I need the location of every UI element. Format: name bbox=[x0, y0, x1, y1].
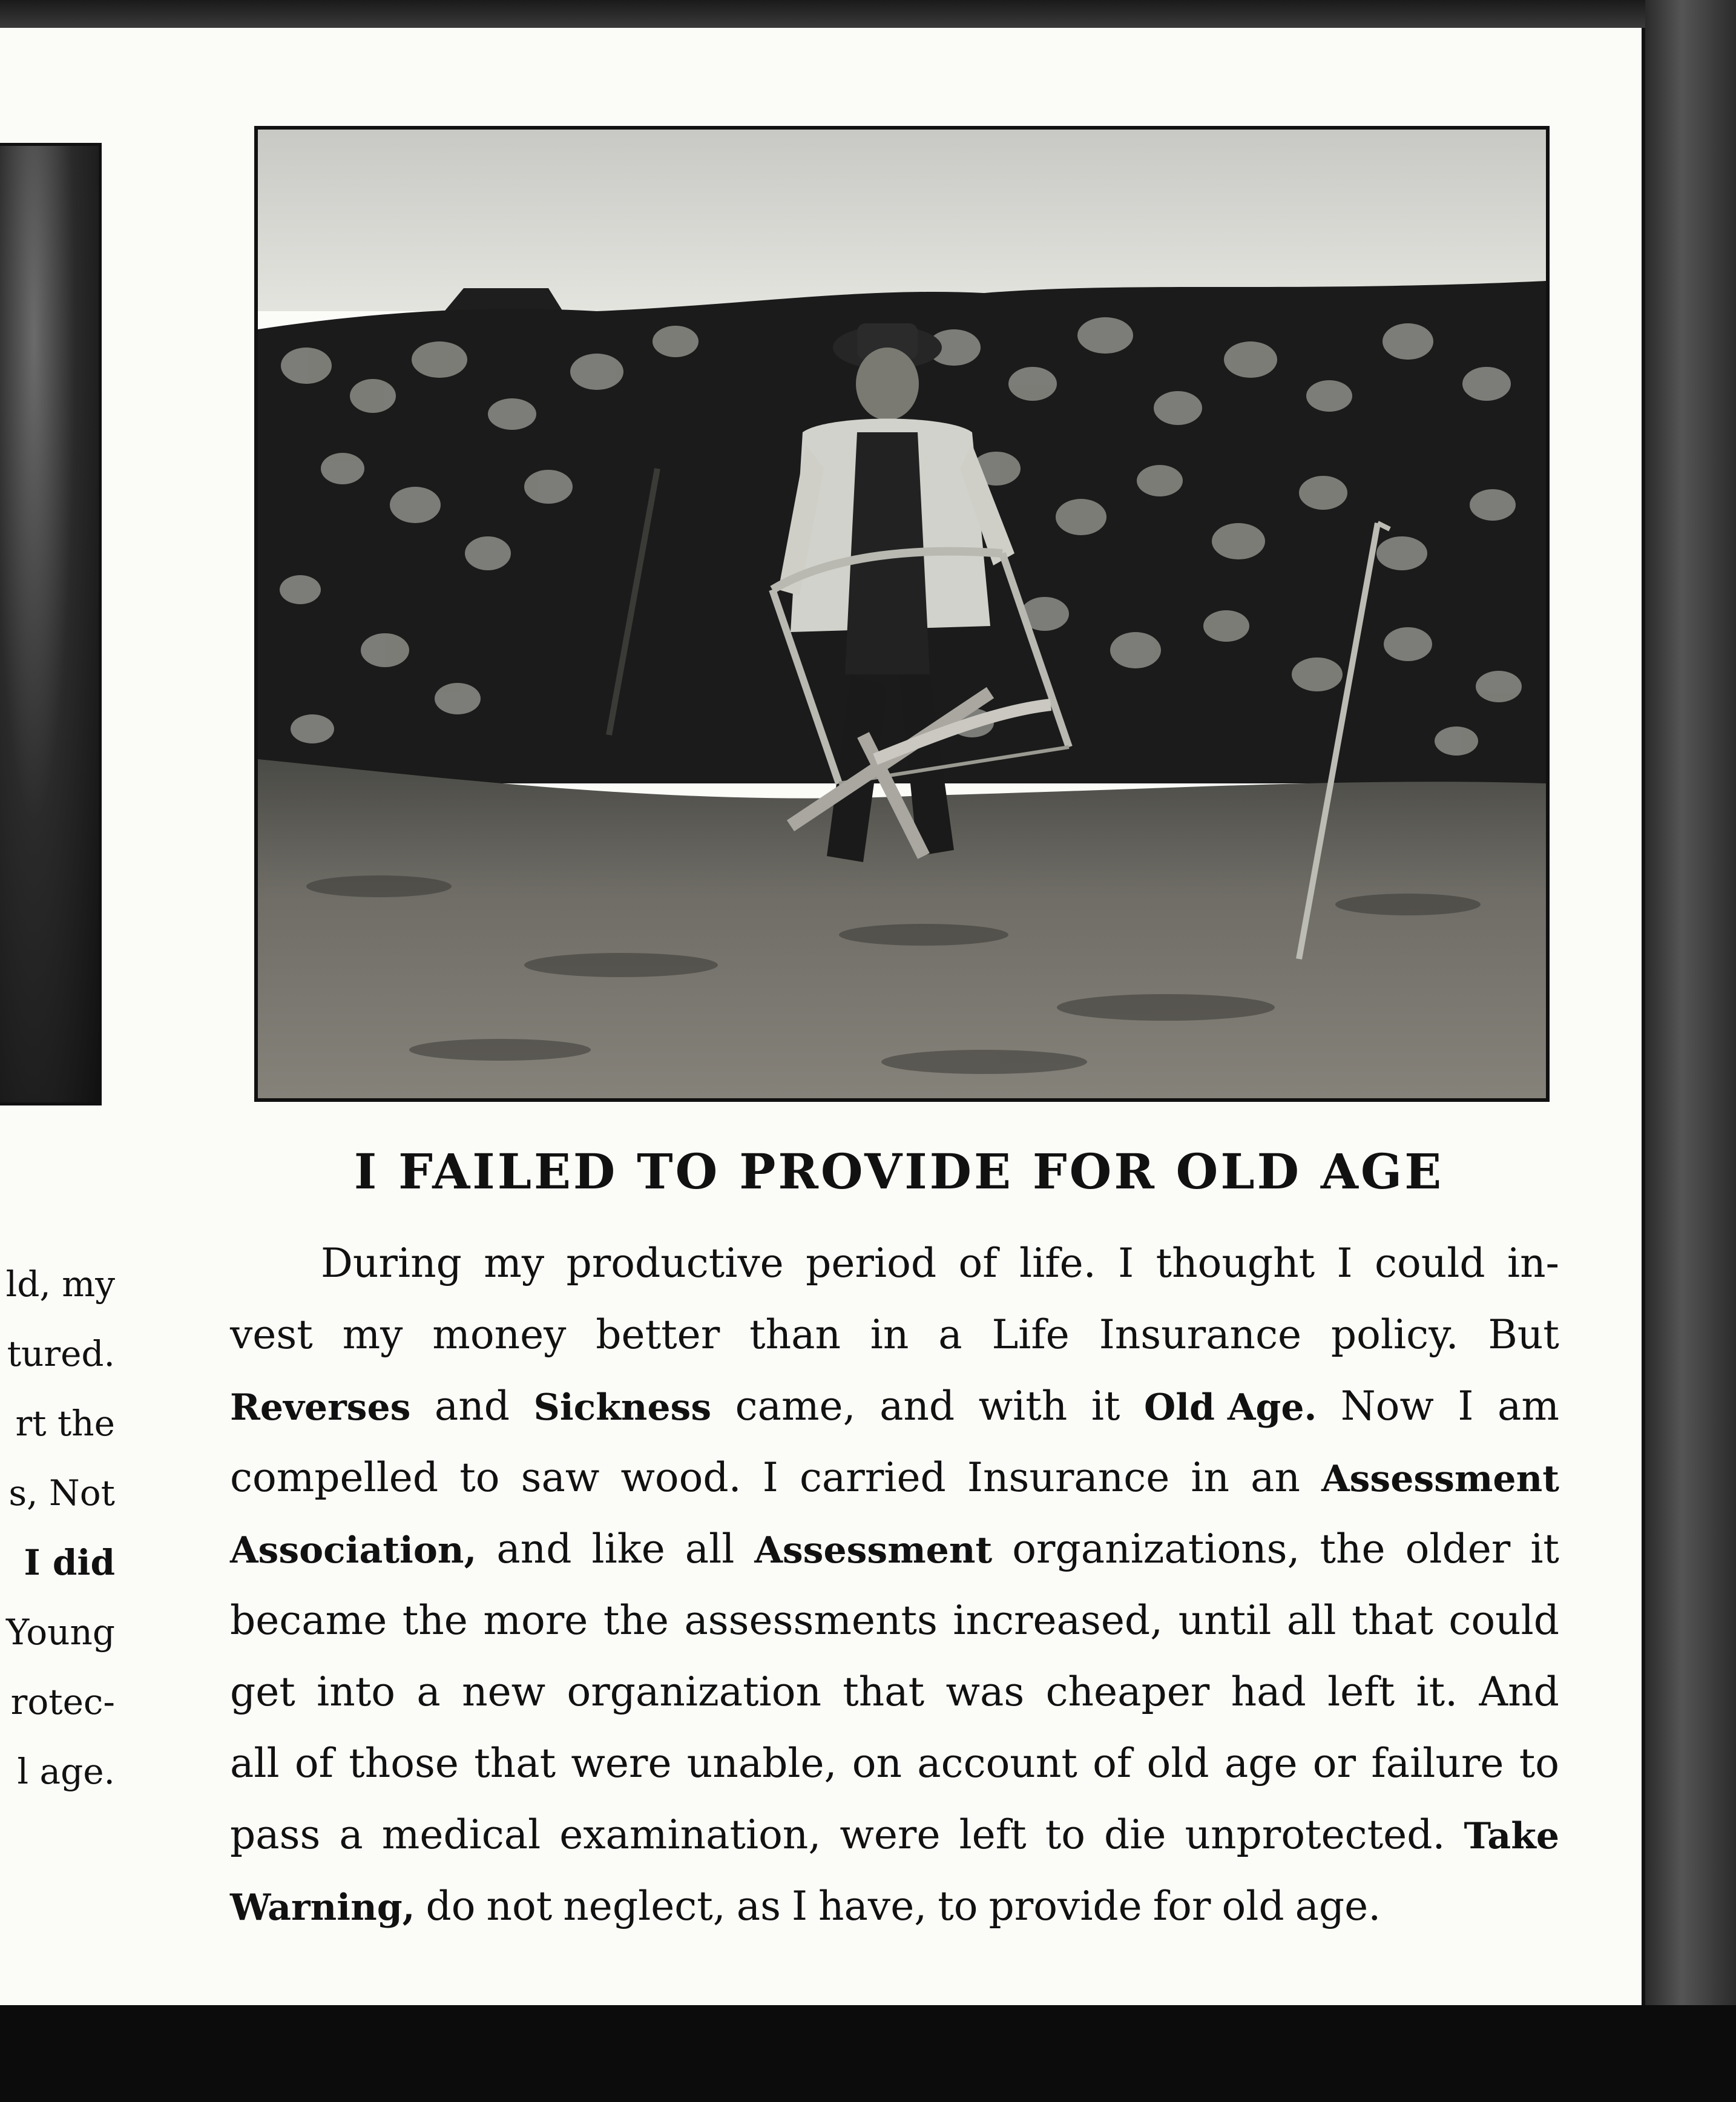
article-word: age bbox=[1224, 1740, 1298, 1787]
article-word: older bbox=[1405, 1526, 1511, 1572]
article-word: unprotected. bbox=[1185, 1811, 1445, 1858]
left-column-line: s, Not bbox=[8, 1472, 115, 1514]
article-word: wood. bbox=[620, 1454, 741, 1501]
article-word: increased, bbox=[953, 1597, 1163, 1644]
article-word: until bbox=[1178, 1597, 1272, 1644]
article-word: Reverses bbox=[230, 1386, 411, 1429]
article-word: I bbox=[1337, 1240, 1353, 1287]
left-column-line: l age. bbox=[17, 1751, 115, 1792]
article-word: failure bbox=[1371, 1740, 1504, 1787]
article-word: I bbox=[762, 1454, 778, 1501]
article-word: were bbox=[571, 1740, 672, 1787]
article-word: productive bbox=[566, 1240, 784, 1287]
article-word: all bbox=[230, 1740, 280, 1787]
article-line bbox=[230, 1299, 1559, 1371]
article-word: get bbox=[230, 1669, 295, 1715]
left-column-line: tured. bbox=[7, 1333, 115, 1374]
left-column-line: ld, my bbox=[5, 1264, 115, 1305]
article-word: into bbox=[317, 1669, 396, 1715]
article-word: Assessment bbox=[1321, 1458, 1559, 1500]
article-word: Warning, bbox=[230, 1886, 415, 1929]
article-word: on bbox=[852, 1740, 903, 1787]
article-word: Insurance bbox=[1099, 1311, 1302, 1358]
article-word: And bbox=[1479, 1669, 1559, 1715]
article-word: than bbox=[749, 1311, 841, 1358]
article-word: it bbox=[1091, 1383, 1120, 1429]
article-word: the bbox=[402, 1597, 468, 1644]
article-word: my bbox=[342, 1311, 403, 1358]
article-word: it bbox=[1530, 1526, 1559, 1572]
article-word: to bbox=[1045, 1811, 1085, 1858]
article-headline: I FAILED TO PROVIDE FOR OLD AGE bbox=[353, 1143, 1444, 1200]
article-word: in bbox=[870, 1311, 909, 1358]
article-line bbox=[230, 1585, 1559, 1656]
article-word: of bbox=[1093, 1740, 1132, 1787]
article-word: were bbox=[840, 1811, 941, 1858]
article-word: saw bbox=[521, 1454, 600, 1501]
article-word: could bbox=[1375, 1240, 1485, 1287]
article-word: have, bbox=[818, 1883, 927, 1929]
article-word: all bbox=[685, 1526, 735, 1572]
article-word: thought bbox=[1156, 1240, 1315, 1287]
page bbox=[0, 28, 1642, 2005]
left-column-text-fragment bbox=[0, 1263, 116, 1941]
article-word: in bbox=[1191, 1454, 1229, 1501]
article-line bbox=[230, 1228, 1559, 1299]
article-word: a bbox=[938, 1311, 962, 1358]
article-word: assessments bbox=[684, 1597, 938, 1644]
article-word: in- bbox=[1507, 1240, 1559, 1287]
article-word: I bbox=[1118, 1240, 1134, 1287]
article-word: that bbox=[843, 1669, 925, 1715]
article-word: old bbox=[1146, 1740, 1209, 1787]
article-word: like bbox=[591, 1526, 665, 1572]
article-word: to bbox=[938, 1883, 978, 1929]
article-body bbox=[230, 1228, 1559, 1942]
article-word: old bbox=[1221, 1883, 1284, 1929]
article-word: as bbox=[736, 1883, 781, 1929]
article-word: all bbox=[1286, 1597, 1337, 1644]
article-word: life. bbox=[1019, 1240, 1096, 1287]
article-word: neglect, bbox=[563, 1883, 726, 1929]
article-word: for bbox=[1152, 1883, 1211, 1929]
article-word: could bbox=[1448, 1597, 1559, 1644]
article-word: not bbox=[486, 1883, 553, 1929]
article-word: die bbox=[1104, 1811, 1166, 1858]
article-line bbox=[230, 1871, 1559, 1942]
article-word: provide bbox=[988, 1883, 1142, 1929]
article-word: became bbox=[230, 1597, 387, 1644]
article-word: organization bbox=[567, 1669, 821, 1715]
article-word: better bbox=[596, 1311, 720, 1358]
left-column-line: rt the bbox=[15, 1403, 115, 1444]
article-word: a bbox=[339, 1811, 363, 1858]
photograph-man-sawing-wood bbox=[254, 126, 1550, 1102]
article-line bbox=[230, 1728, 1559, 1799]
article-word: and bbox=[880, 1383, 955, 1429]
article-word: new bbox=[462, 1669, 546, 1715]
article-word: a bbox=[416, 1669, 441, 1715]
article-word: or bbox=[1312, 1740, 1356, 1787]
article-word: the bbox=[1320, 1526, 1386, 1572]
article-word: cheaper bbox=[1045, 1669, 1210, 1715]
article-word: Association, bbox=[230, 1529, 477, 1572]
article-word: medical bbox=[381, 1811, 541, 1858]
scan-border-top bbox=[0, 0, 1736, 28]
article-word: had bbox=[1231, 1669, 1306, 1715]
article-word: the bbox=[603, 1597, 669, 1644]
article-word: But bbox=[1488, 1311, 1559, 1358]
left-photograph-fragment bbox=[0, 143, 102, 1105]
article-word: of bbox=[958, 1240, 998, 1287]
article-line bbox=[230, 1371, 1559, 1442]
article-word: those bbox=[349, 1740, 459, 1787]
article-line bbox=[230, 1514, 1559, 1585]
article-word: I bbox=[1458, 1383, 1474, 1429]
article-word: age. bbox=[1295, 1883, 1381, 1929]
article-word: to bbox=[1519, 1740, 1559, 1787]
article-word: my bbox=[484, 1240, 545, 1287]
article-word: was bbox=[945, 1669, 1025, 1715]
article-word: Life bbox=[991, 1311, 1070, 1358]
left-column-line: I did bbox=[24, 1542, 115, 1583]
article-word: Take bbox=[1464, 1815, 1559, 1857]
scan-border-right bbox=[1645, 0, 1736, 2102]
article-word: pass bbox=[230, 1811, 321, 1858]
article-word: it. bbox=[1416, 1669, 1458, 1715]
article-word: Sickness bbox=[533, 1386, 712, 1429]
article-word: period bbox=[806, 1240, 937, 1287]
article-word: and bbox=[434, 1383, 510, 1429]
article-word: that bbox=[1352, 1597, 1433, 1644]
article-line bbox=[230, 1799, 1559, 1871]
article-word: and bbox=[496, 1526, 572, 1572]
article-word: to bbox=[459, 1454, 500, 1501]
article-word: of bbox=[294, 1740, 334, 1787]
article-word: left bbox=[959, 1811, 1027, 1858]
article-word: more bbox=[483, 1597, 588, 1644]
article-line bbox=[230, 1442, 1559, 1514]
article-word: Old Age. bbox=[1143, 1386, 1317, 1429]
left-column-line: Young bbox=[5, 1612, 115, 1653]
article-line bbox=[230, 1656, 1559, 1728]
article-word: compelled bbox=[230, 1454, 439, 1501]
article-word: I bbox=[791, 1883, 808, 1929]
article-word: Assessment bbox=[754, 1529, 993, 1572]
article-word: came, bbox=[735, 1383, 856, 1429]
article-word: unable, bbox=[686, 1740, 837, 1787]
article-word: vest bbox=[230, 1311, 313, 1358]
article-word: carried bbox=[799, 1454, 946, 1501]
article-word: am bbox=[1497, 1383, 1559, 1429]
article-word: that bbox=[474, 1740, 556, 1787]
article-word: Insurance bbox=[967, 1454, 1170, 1501]
article-word: During bbox=[321, 1240, 462, 1287]
article-word: an bbox=[1251, 1454, 1300, 1501]
article-word: examination, bbox=[559, 1811, 821, 1858]
article-word: with bbox=[978, 1383, 1068, 1429]
left-column-line: rotec- bbox=[10, 1681, 115, 1722]
article-word: policy. bbox=[1330, 1311, 1459, 1358]
scan-border-bottom bbox=[0, 2005, 1736, 2102]
article-word: money bbox=[432, 1311, 567, 1358]
article-word: organizations, bbox=[1012, 1526, 1300, 1572]
article-word: left bbox=[1327, 1669, 1395, 1715]
article-word: account bbox=[917, 1740, 1077, 1787]
article-word: Now bbox=[1340, 1383, 1434, 1429]
article-word: do bbox=[426, 1883, 476, 1929]
